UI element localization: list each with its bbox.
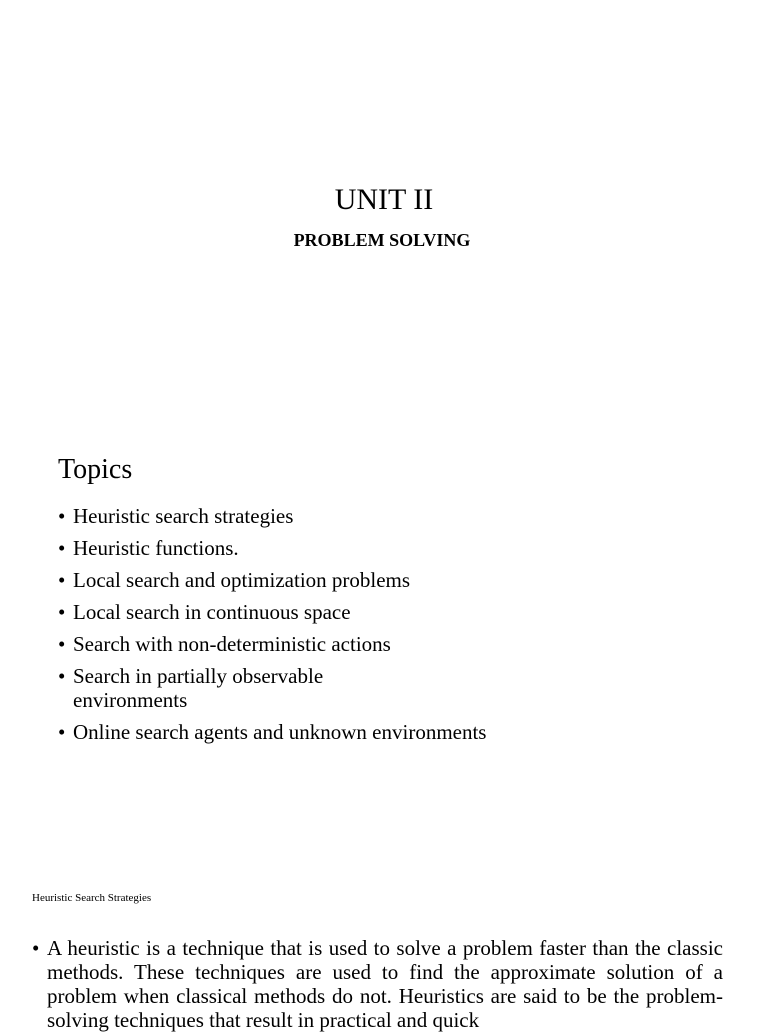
list-item-text: Online search agents and unknown environments bbox=[73, 720, 487, 744]
list-item-text: Search with non-deterministic actions bbox=[73, 632, 391, 656]
list-item bbox=[58, 536, 558, 560]
topics-heading: Topics bbox=[58, 454, 133, 485]
section-label: Heuristic Search Strategies bbox=[32, 892, 152, 904]
bullet-icon: • bbox=[58, 600, 66, 624]
list-item bbox=[58, 632, 558, 656]
bullet-icon: • bbox=[58, 632, 66, 656]
bullet-icon: • bbox=[58, 664, 66, 688]
list-item bbox=[58, 664, 353, 712]
list-item bbox=[58, 504, 558, 528]
list-item-text: Local search in continuous space bbox=[73, 600, 351, 624]
list-item-text: Local search and optimization problems bbox=[73, 568, 411, 592]
paragraph-text: A heuristic is a technique that is used to solve a problem faster than the classic methods. These techniques are used to find the approximate solution of a problem when classical methods do not. Heuristics are said to be the problem-solving techniques that result in practical and quick bbox=[47, 936, 723, 1032]
bullet-icon: • bbox=[32, 936, 40, 960]
list-item-text: Heuristic functions. bbox=[73, 536, 239, 560]
bullet-icon: • bbox=[58, 536, 66, 560]
bullet-icon: • bbox=[58, 568, 66, 592]
list-item-text: Heuristic search strategies bbox=[73, 504, 294, 528]
list-item bbox=[58, 568, 558, 592]
bullet-icon: • bbox=[58, 720, 66, 744]
bullet-icon: • bbox=[58, 504, 66, 528]
list-item bbox=[58, 720, 558, 744]
topics-list bbox=[58, 504, 558, 752]
list-item-text: Search in partially observable environments bbox=[73, 664, 324, 712]
heuristic-paragraph bbox=[32, 936, 723, 1032]
list-item bbox=[58, 600, 558, 624]
unit-subtitle: PROBLEM SOLVING bbox=[293, 230, 471, 250]
unit-title: UNIT II bbox=[334, 183, 434, 216]
